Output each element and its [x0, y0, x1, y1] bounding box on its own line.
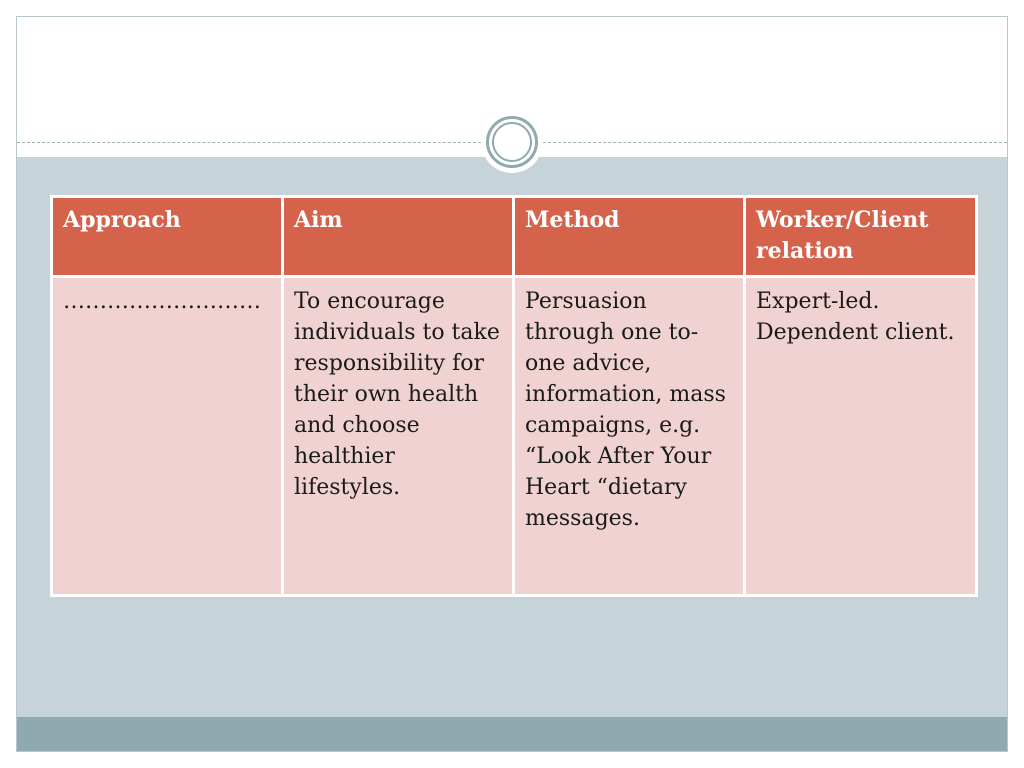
header-method: Method — [514, 197, 745, 277]
cell-method: Persuasion through one to-one advice, information, mass campaigns, e.g. “Look After Your Heart “dietary messages. — [514, 277, 745, 596]
header-approach: Approach — [52, 197, 283, 277]
approach-table — [50, 195, 978, 597]
header-worker-client-relation: Worker/Client relation — [745, 197, 977, 277]
slide — [16, 16, 1008, 752]
footer-bar — [17, 717, 1007, 751]
table-header-row — [52, 197, 977, 277]
cell-worker-client-relation: Expert-led. Dependent client. — [745, 277, 977, 596]
header-aim: Aim — [283, 197, 514, 277]
ring-ornament-inner-icon — [492, 122, 532, 162]
cell-approach: ……………………… — [52, 277, 283, 596]
table-row — [52, 277, 977, 596]
cell-aim: To encourage individuals to take responsibility for their own health and choose healthier lifestyles. — [283, 277, 514, 596]
